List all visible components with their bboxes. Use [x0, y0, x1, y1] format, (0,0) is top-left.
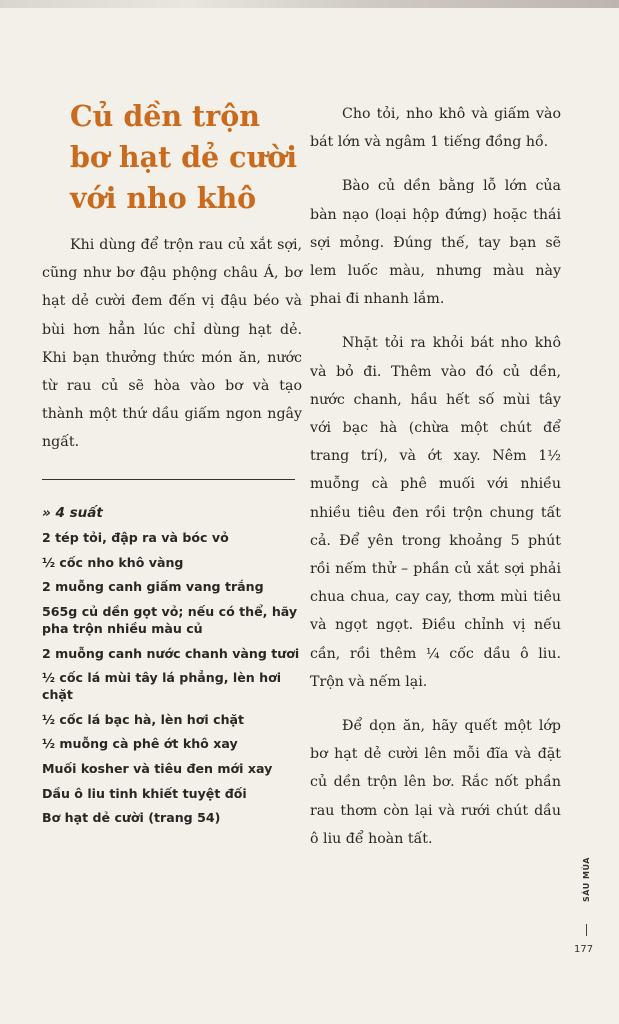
ingredient-item: ½ cốc nho khô vàng	[42, 554, 184, 570]
page-number: 177	[574, 944, 594, 955]
divider	[42, 479, 295, 480]
section-label: SÁU MÙA	[582, 857, 591, 902]
step-paragraph: Để dọn ăn, hãy quết một lớp bơ hạt dẻ cười lên mỗi đĩa và đặt củ dền trộn lên bơ. Rắc nốt phần rau thơm còn lại và rưới chút dầu ô liu để hoàn tất.	[310, 718, 561, 847]
servings: » 4 suất	[42, 504, 103, 521]
step-paragraph: Bào củ dền bằng lỗ lớn của bàn nạo (loại hộp đứng) hoặc thái sợi mỏng. Đúng thế, tay bạn sẽ lem luốc màu, nhưng màu này phai đi nhanh lắm.	[310, 178, 561, 308]
step-paragraph: Cho tỏi, nho khô và giấm vào bát lớn và ngâm 1 tiếng đồng hồ.	[310, 106, 561, 151]
ingredient-item: Muối kosher và tiêu đen mới xay	[42, 760, 273, 776]
step-paragraph: Nhặt tỏi ra khỏi bát nho khô và bỏ đi. Thêm vào đó củ dền, nước chanh, hầu hết số mùi tây với bạc hà (chừa một chút để trang trí), và ớt xay. Nêm 1½ muỗng cà phê muối với nhiều nhiều tiêu đen rồi trộn chung tất cả. Để yên trong khoảng 5 phút rồi nếm thử – phần củ xắt sợi phải chua chua, cay cay, thơm mùi tiêu và ngọt ngọt. Điều chỉnh vị nếu cần, rồi thêm ¼ cốc dầu ô liu. Trộn và nếm lại.	[310, 335, 561, 690]
ingredient-item: 565g củ dền gọt vỏ; nếu có thể, hãy pha trộn nhiều màu củ	[42, 604, 298, 636]
left-column	[42, 96, 302, 826]
right-column	[310, 100, 561, 869]
ingredient-item: ½ cốc lá mùi tây lá phẳng, lèn hơi chặt	[42, 670, 282, 703]
ingredient-item: Dầu ô liu tinh khiết tuyệt đối	[42, 785, 247, 801]
top-edge	[0, 0, 619, 8]
ingredient-item: ½ cốc lá bạc hà, lèn hơi chặt	[42, 711, 245, 727]
side-rule	[586, 924, 587, 936]
ingredient-item: 2 muỗng canh nước chanh vàng tươi	[42, 645, 300, 661]
ingredient-item: 2 muỗng canh giấm vang trắng	[42, 579, 264, 595]
ingredient-item: Bơ hạt dẻ cười (trang 54)	[42, 810, 221, 826]
ingredient-item: ½ muỗng cà phê ớt khô xay	[42, 736, 238, 752]
recipe-intro: Khi dùng để trộn rau củ xắt sợi, cũng như bơ đậu phộng châu Á, bơ hạt dẻ cười đem đến vị đậu béo và bùi hơn hẳn lúc chỉ dùng hạt dẻ. Khi bạn thưởng thức món ăn, nước từ rau củ sẽ hòa vào bơ và tạo thành một thứ dầu giấm ngon ngây ngất.	[42, 237, 302, 451]
ingredient-item: 2 tép tỏi, đập ra và bóc vỏ	[42, 530, 229, 546]
recipe-title: Củ dền trộn bơ hạt dẻ cười với nho khô	[70, 99, 298, 215]
ingredient-list	[42, 529, 302, 826]
